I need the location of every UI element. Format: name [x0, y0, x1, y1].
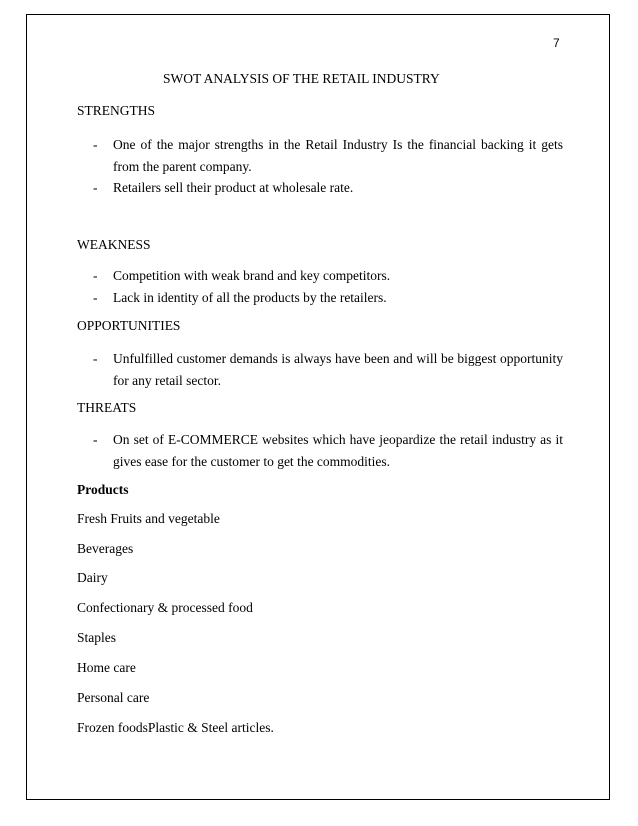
product-item: Dairy	[77, 570, 108, 585]
product-item: Beverages	[77, 541, 134, 556]
strengths-heading: STRENGTHS	[77, 103, 156, 118]
document-title: SWOT ANALYSIS OF THE RETAIL INDUSTRY	[163, 71, 440, 86]
weakness-heading: WEAKNESS	[77, 237, 151, 252]
product-item: Staples	[77, 630, 116, 645]
product-item: Frozen foodsPlastic & Steel articles.	[77, 720, 274, 735]
bullet-dash: -	[93, 351, 98, 366]
bullet-dash: -	[93, 290, 98, 305]
bullet-text: Unfulfilled customer demands is always have been and will be biggest opportunity for any retail sector.	[113, 351, 563, 388]
bullet-text: One of the major strengths in the Retail Industry Is the financial backing it gets from the parent company.	[113, 137, 563, 174]
opportunities-heading: OPPORTUNITIES	[77, 318, 181, 333]
bullet-dash: -	[93, 268, 98, 283]
strengths-bullet	[93, 134, 563, 178]
bullet-text: Retailers sell their product at wholesale rate.	[113, 180, 354, 195]
opportunities-bullet	[93, 348, 563, 392]
page-number: 7	[553, 36, 560, 50]
weakness-bullet	[93, 287, 563, 309]
threats-heading: THREATS	[77, 400, 137, 415]
product-item: Fresh Fruits and vegetable	[77, 511, 220, 526]
bullet-dash: -	[93, 432, 98, 447]
bullet-text: Competition with weak brand and key competitors.	[113, 268, 391, 283]
products-heading: Products	[77, 482, 129, 497]
bullet-text: On set of E-COMMERCE websites which have jeopardize the retail industry as it gives ease for the customer to get the commodities.	[113, 432, 563, 469]
product-item: Confectionary & processed food	[77, 600, 253, 615]
bullet-dash: -	[93, 180, 98, 195]
threats-bullet	[93, 429, 563, 473]
strengths-bullet	[93, 177, 563, 199]
product-item: Home care	[77, 660, 136, 675]
bullet-text: Lack in identity of all the products by the retailers.	[113, 290, 387, 305]
product-item: Personal care	[77, 690, 150, 705]
bullet-dash: -	[93, 137, 98, 152]
weakness-bullet	[93, 265, 563, 287]
